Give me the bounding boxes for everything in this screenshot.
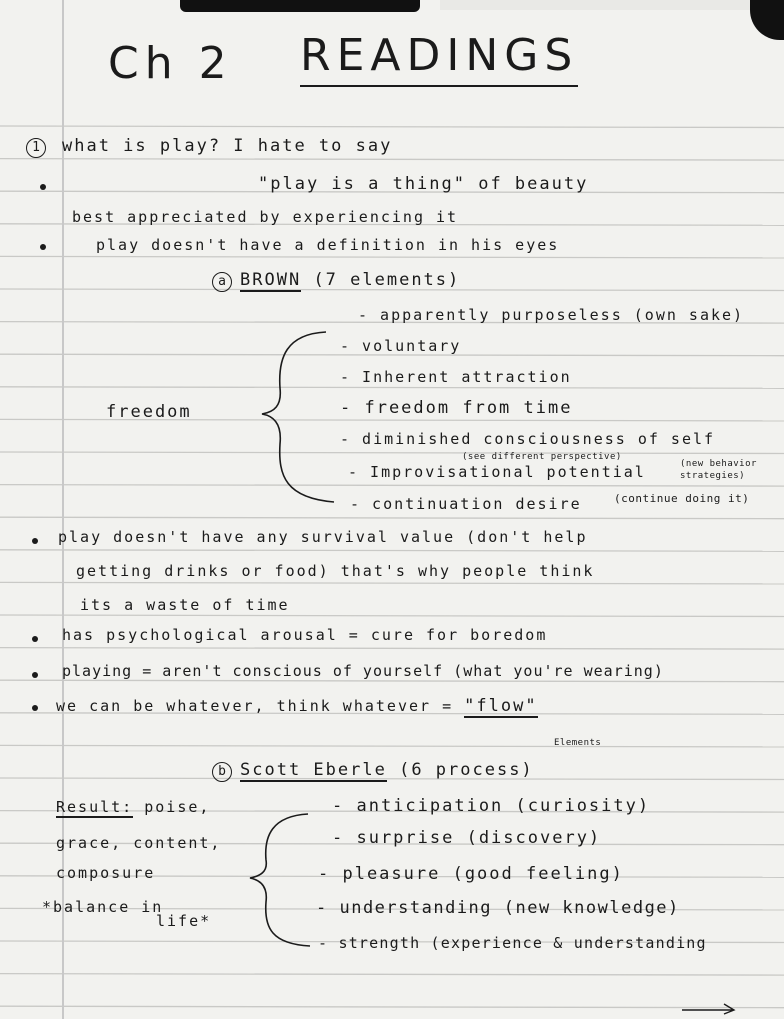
intro-line-2: "play is a thing" of beauty	[258, 174, 589, 194]
intro-line-3: best appreciated by experiencing it	[72, 208, 459, 226]
title-ch: Ch 2	[108, 38, 233, 89]
result-line-2: grace, content,	[56, 834, 222, 852]
rule-line	[0, 159, 784, 161]
brown-item: - diminished consciousness of self	[340, 430, 716, 448]
rule-line	[0, 974, 784, 976]
rule-line	[0, 126, 784, 128]
eberle-item: - surprise (discovery)	[332, 828, 602, 848]
rule-line	[0, 745, 784, 747]
brown-item: - freedom from time	[340, 398, 573, 418]
eberle-item: - pleasure (good feeling)	[318, 864, 624, 884]
brace-freedom	[256, 328, 336, 506]
bullet	[32, 705, 38, 711]
brown-item: - continuation desire	[350, 495, 582, 513]
bullet	[40, 184, 46, 190]
flow-text: we can be whatever, think whatever =	[56, 697, 465, 715]
brown-count: (7 elements)	[313, 270, 461, 290]
result-label: Result:	[56, 798, 134, 816]
result-text: poise,	[144, 798, 211, 816]
flow-word: "flow"	[464, 696, 538, 716]
rule-line	[0, 582, 784, 584]
rule-line	[0, 550, 784, 552]
elements-note: Elements	[554, 738, 602, 748]
intro-line-1	[26, 136, 392, 158]
eberle-item: - understanding (new knowledge)	[316, 898, 680, 918]
brown-item: - apparently purposeless (own sake)	[358, 306, 745, 324]
balance-line-2: life*	[156, 912, 212, 930]
brace-eberle	[244, 810, 314, 950]
rule-line	[0, 648, 784, 650]
rule-line	[0, 517, 784, 519]
brown-note-continue: (continue doing it)	[614, 492, 750, 505]
rule-line	[0, 615, 784, 617]
rule-line	[0, 680, 784, 682]
eberle-count: (6 process)	[399, 760, 534, 780]
intro-line-4: play doesn't have a definition in his eyes	[96, 236, 560, 254]
brown-heading-row	[212, 270, 460, 292]
letter-circle: b	[212, 762, 232, 782]
arousal-line: has psychological arousal = cure for boredom	[62, 626, 548, 644]
flow-line	[56, 696, 538, 716]
bullet	[40, 244, 46, 250]
brown-item: - Inherent attraction	[340, 368, 572, 386]
rule-line	[0, 256, 784, 258]
bullet	[32, 538, 38, 544]
intro-question: what is play? I hate to say	[62, 136, 393, 156]
rule-line	[0, 452, 784, 454]
brown-item: - voluntary	[340, 337, 462, 355]
rule-line	[0, 1006, 784, 1008]
brown-heading: BROWN	[240, 270, 302, 290]
result-line-1	[56, 798, 210, 816]
eberle-heading-row	[212, 760, 534, 782]
eberle-heading: Scott Eberle	[240, 760, 387, 780]
result-line-3: composure	[56, 864, 156, 882]
title-readings: READINGS	[300, 30, 578, 87]
balance-line-1: *balance in	[42, 898, 164, 916]
number-circle: 1	[26, 138, 46, 158]
brown-note-perspective: (see different perspective)	[462, 452, 622, 462]
freedom-label: freedom	[106, 402, 192, 422]
arrow-mark	[680, 998, 740, 1016]
survival-line-2: getting drinks or food) that's why people think	[76, 562, 595, 580]
survival-line-1: play doesn't have any survival value (don't help	[58, 528, 588, 546]
letter-circle: a	[212, 272, 232, 292]
brown-note-behavior: (new behavior strategies)	[680, 459, 757, 481]
rule-line	[0, 387, 784, 389]
bullet	[32, 672, 38, 678]
eberle-item: - anticipation (curiosity)	[332, 796, 651, 816]
rule-line	[0, 485, 784, 487]
eberle-item: - strength (experience & understanding	[318, 934, 707, 952]
brown-item: - Improvisational potential	[348, 463, 646, 481]
conscious-line: playing = aren't conscious of yourself (what you're wearing)	[62, 662, 664, 680]
survival-line-3: its a waste of time	[80, 596, 290, 614]
bullet	[32, 636, 38, 642]
